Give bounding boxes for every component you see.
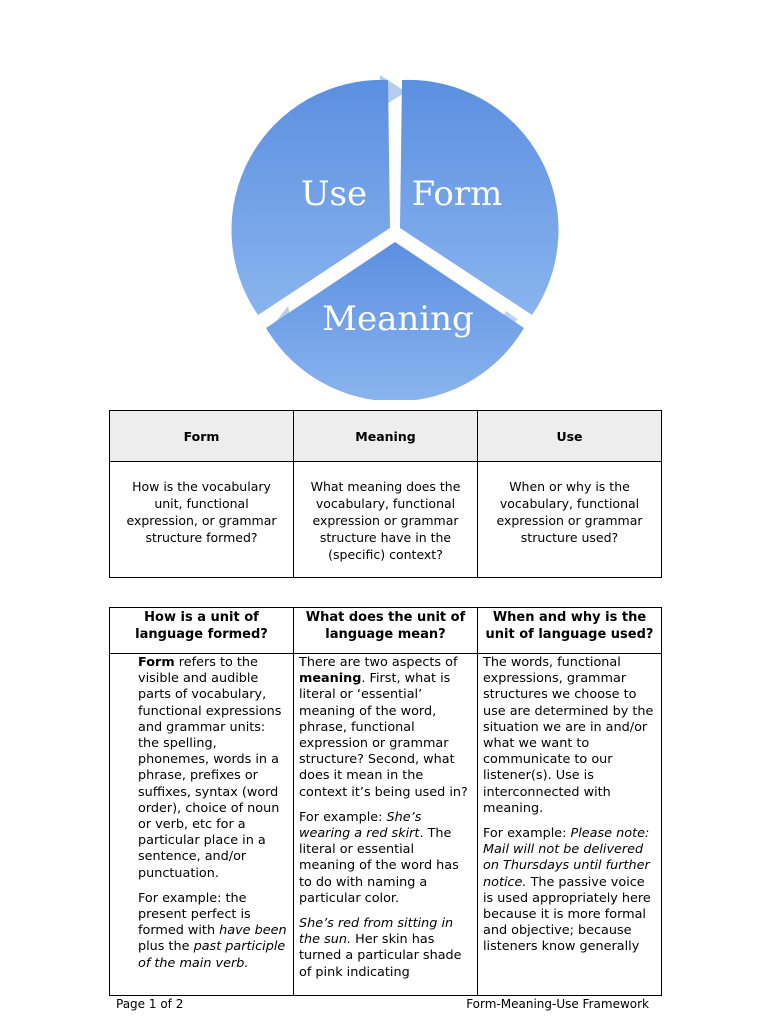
form-meaning-use-summary-table <box>109 410 662 578</box>
cell-meaning-question: What meaning does the vocabulary, functional expression or grammar structure have in the (specific) context? <box>294 462 478 578</box>
meaning-definition-text: There are two aspects of <box>299 655 458 670</box>
meaning-example2-emphasis: She’s red from sitting in the sun. <box>299 916 454 948</box>
use-example-text-2: The passive voice is used appropriately here because it is more formal and objective; because listeners know generally <box>483 874 651 955</box>
term-form: Form <box>138 655 175 670</box>
meaning-example-text-2: . The literal or essential meaning of the word has to do with naming a particular color. <box>299 826 459 906</box>
header-form: Form <box>110 411 294 462</box>
use-example-text: For example: <box>483 826 571 842</box>
form-example-emphasis-2: past participle of the main verb. <box>138 939 286 971</box>
use-example-emphasis: Please note: Mail will not be delivered on Thursdays until further notice. <box>483 826 650 890</box>
meaning-example2-text: Her skin has turned a particular shade of pink indicating <box>299 932 462 980</box>
form-meaning-use-detail-table <box>109 607 662 996</box>
meaning-example-emphasis: She’s wearing a red skirt <box>299 809 422 842</box>
header-use: Use <box>478 411 662 462</box>
label-meaning: Meaning <box>322 299 474 339</box>
form-example-text-2: plus the <box>138 939 194 955</box>
cell-use-explanation <box>478 654 662 996</box>
cell-use-question: When or why is the vocabulary, functional expression or grammar structure used? <box>478 462 662 578</box>
form-example-text: For example: the present perfect is formed with <box>138 890 251 939</box>
use-definition-text: The words, functional expressions, grammar structures we choose to use are determined by the situation we are in and/or what we want to communicate to our listener(s). Use is interconnected with meaning. <box>483 655 654 816</box>
label-form: Form <box>411 174 503 214</box>
header-what-mean: What does the unit of language mean? <box>294 608 478 654</box>
cell-form-explanation <box>110 654 294 996</box>
label-use: Use <box>300 174 368 214</box>
header-how-formed: How is a unit of language formed? <box>110 608 294 654</box>
form-meaning-use-cycle-diagram <box>230 70 560 400</box>
form-example-emphasis: have been <box>219 923 287 939</box>
header-when-why-used: When and why is the unit of language used? <box>478 608 662 654</box>
meaning-example-text: For example: <box>299 809 387 825</box>
cell-meaning-explanation <box>294 654 478 996</box>
footer-document-title: Form-Meaning-Use Framework <box>466 997 649 1011</box>
meaning-definition-text-2: . First, what is literal or ‘essential’ meaning of the word, phrase, functional expression or grammar structure? Second, what does it mean in the context it’s being used in? <box>299 671 468 800</box>
footer-page-number: Page 1 of 2 <box>116 997 184 1011</box>
header-meaning: Meaning <box>294 411 478 462</box>
form-definition-text: refers to the visible and audible parts of vocabulary, functional expressions and grammar units: the spelling, phonemes, words in a phrase, prefixes or suffixes, syntax (word order), choice of noun or verb, etc for a particular place in a sentence, and/or punctuation. <box>138 655 282 881</box>
term-meaning: meaning <box>299 671 362 687</box>
cell-form-question: How is the vocabulary unit, functional expression, or grammar structure formed? <box>110 462 294 578</box>
